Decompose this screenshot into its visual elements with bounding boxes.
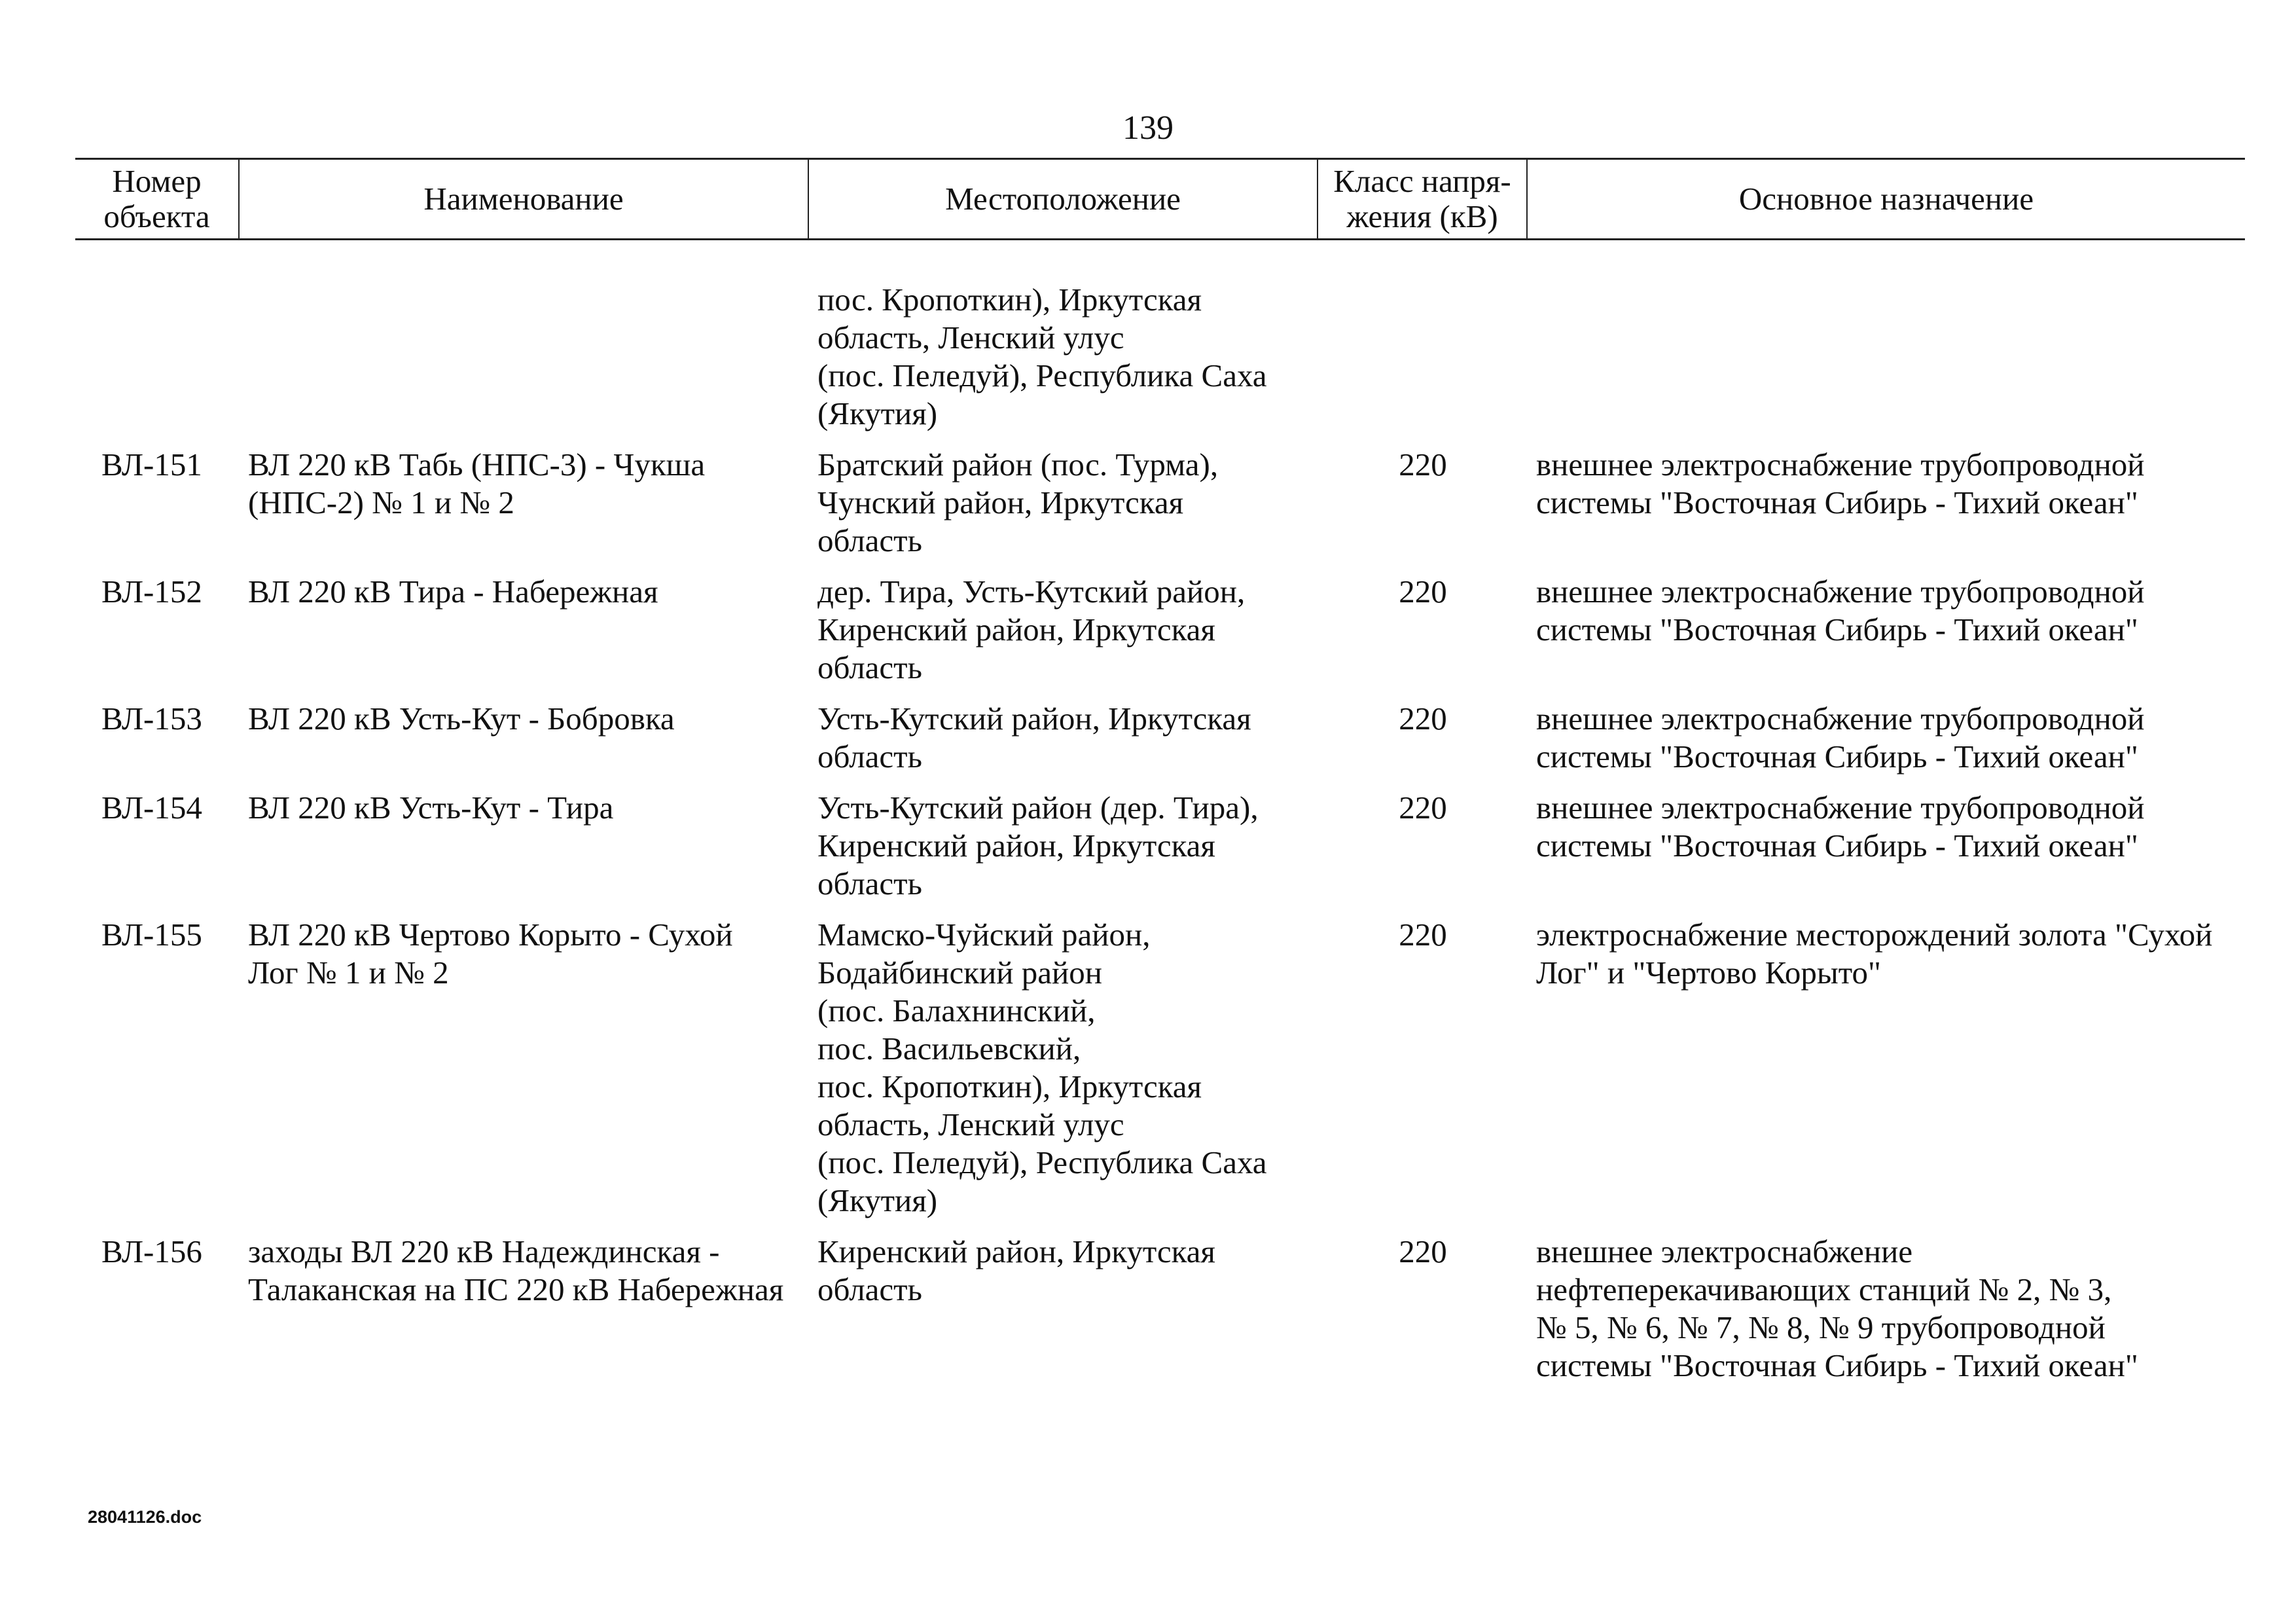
object-number: ВЛ-156 — [101, 1233, 202, 1269]
page-number: 139 — [1122, 109, 1174, 147]
location-cell: Мамско-Чуйский район, Бодайбинский район (пос. Балахнинский, пос. Васильевский, пос. Кропоткин), Иркутская область, Ленский улус (пос. Пеледуй), Республика Саха (Якутия) — [817, 917, 1267, 1218]
name-cell: ВЛ 220 кВ Тира - Набережная — [248, 574, 658, 610]
location-cell: Киренский район, Иркутская область — [817, 1233, 1215, 1307]
object-number: ВЛ-153 — [101, 701, 202, 737]
voltage-cell: 220 — [1399, 790, 1447, 826]
table-row — [75, 700, 2245, 789]
table-row — [75, 916, 2245, 1233]
header-number: Номер объекта — [75, 159, 239, 240]
objects-table — [75, 158, 2245, 1398]
voltage-cell: 220 — [1399, 701, 1447, 737]
purpose-cell: внешнее электроснабжение трубопроводной системы "Восточная Сибирь - Тихий океан" — [1536, 574, 2145, 647]
document-filename: 28041126.doc — [88, 1507, 202, 1527]
location-cell: Братский район (пос. Турма), Чунский район, Иркутская область — [817, 447, 1219, 558]
voltage-cell: 220 — [1399, 574, 1447, 610]
object-number: ВЛ-154 — [101, 790, 202, 826]
table-row — [75, 573, 2245, 700]
table-row — [75, 789, 2245, 916]
voltage-cell: 220 — [1399, 1233, 1447, 1269]
name-cell: ВЛ 220 кВ Чертово Корыто - Сухой Лог № 1 и № 2 — [248, 917, 733, 991]
name-cell: ВЛ 220 кВ Усть-Кут - Бобровка — [248, 701, 675, 737]
purpose-cell: внешнее электроснабжение трубопроводной системы "Восточная Сибирь - Тихий океан" — [1536, 447, 2145, 520]
voltage-cell: 220 — [1399, 917, 1447, 953]
header-location: Местоположение — [808, 159, 1318, 240]
table-header — [75, 159, 2245, 240]
location-cell: пос. Кропоткин), Иркутская область, Ленский улус (пос. Пеледуй), Республика Саха (Якутия) — [817, 282, 1267, 431]
header-name: Наименование — [239, 159, 808, 240]
object-number: ВЛ-155 — [101, 917, 202, 953]
header-purpose: Основное назначение — [1527, 159, 2245, 240]
purpose-cell: внешнее электроснабжение нефтеперекачивающих станций № 2, № 3, № 5, № 6, № 7, № 8, № 9 трубопроводной системы "Восточная Сибирь - Тихий океан" — [1536, 1233, 2138, 1383]
header-voltage: Класс напря-жения (кВ) — [1318, 159, 1527, 240]
location-cell: Усть-Кутский район, Иркутская область — [817, 701, 1251, 775]
purpose-cell: внешнее электроснабжение трубопроводной системы "Восточная Сибирь - Тихий океан" — [1536, 790, 2145, 864]
object-number: ВЛ-152 — [101, 574, 202, 610]
name-cell: заходы ВЛ 220 кВ Надеждинская - Талаканская на ПС 220 кВ Набережная — [248, 1233, 784, 1307]
location-cell: дер. Тира, Усть-Кутский район, Киренский район, Иркутская область — [817, 574, 1246, 685]
table-row-continuation — [75, 281, 2245, 446]
name-cell: ВЛ 220 кВ Табь (НПС-3) - Чукша (НПС-2) № 1 и № 2 — [248, 447, 706, 520]
voltage-cell: 220 — [1399, 447, 1447, 483]
name-cell: ВЛ 220 кВ Усть-Кут - Тира — [248, 790, 614, 826]
table-row — [75, 446, 2245, 573]
table-row — [75, 1233, 2245, 1398]
location-cell: Усть-Кутский район (дер. Тира), Киренский район, Иркутская область — [817, 790, 1259, 902]
purpose-cell: электроснабжение месторождений золота "Сухой Лог" и "Чертово Корыто" — [1536, 917, 2213, 991]
purpose-cell: внешнее электроснабжение трубопроводной системы "Восточная Сибирь - Тихий океан" — [1536, 701, 2145, 775]
object-number: ВЛ-151 — [101, 447, 202, 483]
